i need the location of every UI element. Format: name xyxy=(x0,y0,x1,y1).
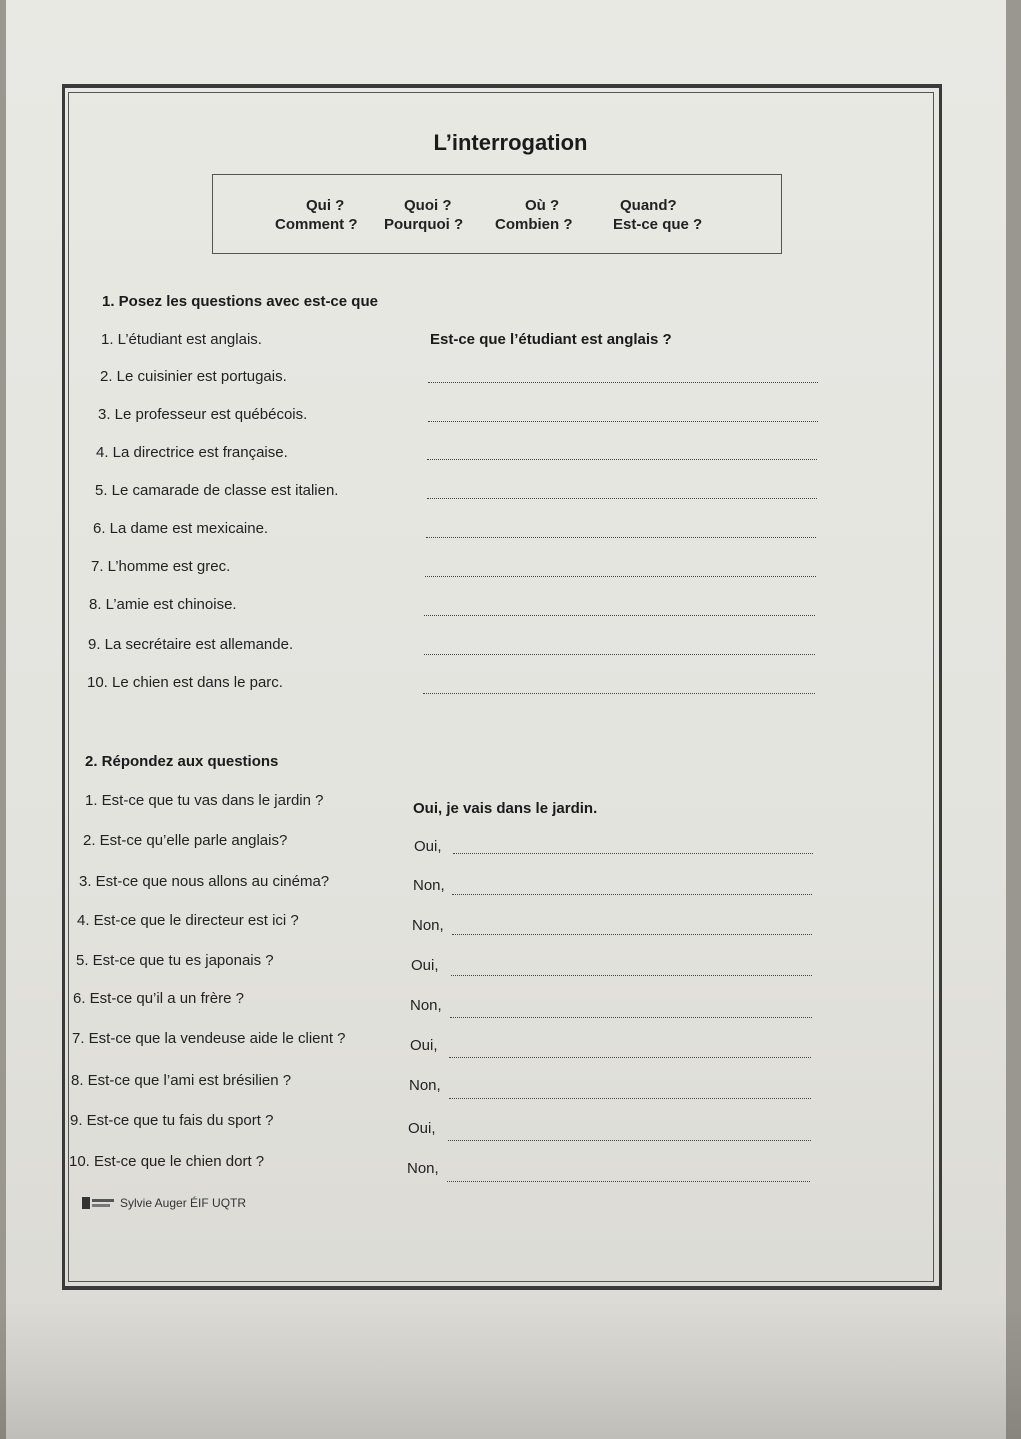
exercise2-question: 7. Est-ce que la vendeuse aide le client ? xyxy=(72,1030,346,1047)
exercise2-question: 3. Est-ce que nous allons au cinéma? xyxy=(79,873,330,890)
answer-line[interactable] xyxy=(423,693,815,694)
exercise1-item: 1. L’étudiant est anglais. xyxy=(101,331,262,348)
answer-line[interactable] xyxy=(427,459,817,460)
answer-line[interactable] xyxy=(450,1017,812,1018)
answer-line[interactable] xyxy=(453,853,813,854)
answer-prefix: Oui, xyxy=(408,1120,436,1137)
question-word: Où ? xyxy=(525,197,560,214)
question-word: Pourquoi ? xyxy=(384,216,464,233)
answer-line[interactable] xyxy=(424,654,815,655)
section2-heading: 2. Répondez aux questions xyxy=(85,753,279,770)
answer-line[interactable] xyxy=(428,421,818,422)
answer-line[interactable] xyxy=(451,975,812,976)
exercise2-question: 8. Est-ce que l’ami est brésilien ? xyxy=(71,1072,292,1089)
exercise1-example-answer: Est-ce que l’étudiant est anglais ? xyxy=(430,331,672,348)
exercise1-item: 4. La directrice est française. xyxy=(96,444,288,461)
exercise2-question: 9. Est-ce que tu fais du sport ? xyxy=(70,1112,274,1129)
school-logo-icon xyxy=(82,1196,114,1210)
exercise2-question: 4. Est-ce que le directeur est ici ? xyxy=(77,912,299,929)
exercise2-example-answer: Oui, je vais dans le jardin. xyxy=(413,800,598,817)
answer-prefix: Non, xyxy=(409,1077,441,1094)
answer-line[interactable] xyxy=(448,1140,811,1141)
page-title: L’interrogation xyxy=(433,130,588,155)
exercise2-question: 1. Est-ce que tu vas dans le jardin ? xyxy=(85,792,324,809)
answer-prefix: Oui, xyxy=(411,957,439,974)
answer-line[interactable] xyxy=(452,934,812,935)
exercise1-item: 3. Le professeur est québécois. xyxy=(98,406,308,423)
answer-line[interactable] xyxy=(452,894,812,895)
question-word: Qui ? xyxy=(306,197,345,214)
question-word: Comment ? xyxy=(275,216,358,233)
answer-line[interactable] xyxy=(428,382,818,383)
question-word: Est-ce que ? xyxy=(613,216,703,233)
credit-text: Sylvie Auger ÉIF UQTR xyxy=(120,1196,247,1210)
exercise1-item: 2. Le cuisinier est portugais. xyxy=(100,368,287,385)
answer-prefix: Oui, xyxy=(414,838,442,855)
exercise1-item: 7. L’homme est grec. xyxy=(91,558,231,575)
exercise1-item: 5. Le camarade de classe est italien. xyxy=(95,482,339,499)
answer-line[interactable] xyxy=(449,1057,811,1058)
answer-line[interactable] xyxy=(447,1181,810,1182)
exercise2-question: 6. Est-ce qu’il a un frère ? xyxy=(73,990,244,1007)
question-word: Quand? xyxy=(620,197,677,214)
answer-line[interactable] xyxy=(427,498,817,499)
answer-prefix: Oui, xyxy=(410,1037,438,1054)
credit-line xyxy=(82,1196,246,1210)
exercise2-question: 10. Est-ce que le chien dort ? xyxy=(69,1153,265,1170)
exercise1-item: 9. La secrétaire est allemande. xyxy=(88,636,294,653)
section1-heading: 1. Posez les questions avec est-ce que xyxy=(102,293,378,310)
exercise2-question: 2. Est-ce qu’elle parle anglais? xyxy=(83,832,288,849)
question-word: Combien ? xyxy=(495,216,573,233)
bottom-shadow xyxy=(0,1300,1021,1439)
exercise2-question: 5. Est-ce que tu es japonais ? xyxy=(76,952,274,969)
answer-line[interactable] xyxy=(424,615,815,616)
answer-prefix: Non, xyxy=(412,917,444,934)
exercise1-item: 10. Le chien est dans le parc. xyxy=(87,674,283,691)
answer-prefix: Non, xyxy=(407,1160,439,1177)
answer-prefix: Non, xyxy=(410,997,442,1014)
answer-line[interactable] xyxy=(425,576,816,577)
exercise1-item: 8. L’amie est chinoise. xyxy=(89,596,237,613)
question-words-box xyxy=(212,174,782,254)
question-word: Quoi ? xyxy=(404,197,452,214)
answer-line[interactable] xyxy=(449,1098,811,1099)
exercise1-item: 6. La dame est mexicaine. xyxy=(93,520,269,537)
answer-prefix: Non, xyxy=(413,877,445,894)
answer-line[interactable] xyxy=(426,537,816,538)
